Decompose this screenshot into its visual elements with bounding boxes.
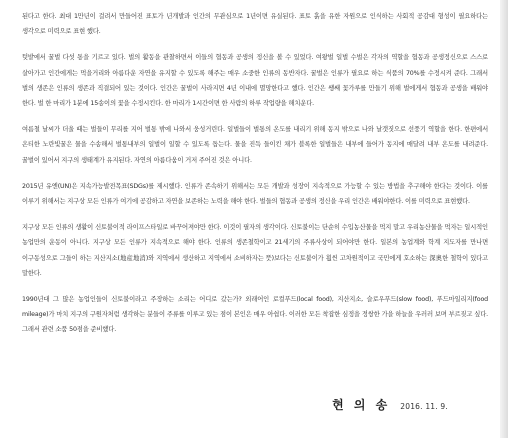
- paragraph: 1990년대 그 많은 농업인들이 신토불이라고 주장하는 소리는 어디로 갔는가? 외래어인 로컬푸드(local food), 지산지소, 슬로우푸드(slow food), 푸드마일리지(food mileage)가 마치 지구의 구원자처럼 생각하는 분들이 주류를 이루고 있는 점이 본인은 매우 아쉽다. 이러한 모든 착잡한 심정을 정쌍한 가을 하늘을 우러러 보며 부르짖고 싶다. 그래서 관련 소품 50점을 준비했다.: [22, 296, 488, 334]
- paragraph: 2015년 유엔(UN)은 지속가능발전목표(SDGs)를 제시했다. 인류가 존속하기 위해서는 모든 개발과 성장이 지속적으로 가능할 수 있는 방법을 추구해야 한다는 것이다. 이를 이루기 위해서는 지구상 모든 인류가 여기에 공감하고 자연을 보존하는 노력을 해야 한다. 벌들의 협동과 공생의 정신을 우리 인간은 배워야한다. 이를 미력으로 표현했다.: [22, 182, 488, 206]
- paragraph: 된다고 한다. 최대 1만년이 걸려서 만들어진 표토가 년개발과 인간의 무관심으로 1년이면 유실된다. 표토 흙을 유한 자원으로 인식하는 사회적 공감대 형성이 필요하다는 생각으로 미력으로 표현 했다.: [22, 13, 488, 36]
- paragraph: 여름철 날씨가 더울 때는 벌들이 무리를 지어 벌통 밖에 나와서 웅성거린다. 일벌들이 벌통의 온도를 내리기 위해 동지 밖으로 나와 날갯짓으로 선풍기 역할을 한다. 한편에서 온티한 노란빛꿀은 물을 수송해서 벌통내부의 일벌이 일할 수 있도록 돕는다. 물을 진득 들이킨 채가 블록한 일벌들은 내부에 들어가 동지에 매달려 내부 온도를 내려준다. 꿀벌이 있어서 지구의 생태계가 유지된다. 자연의 아름다움이 거저 주어진 것은 아니다.: [22, 126, 488, 164]
- page-edge-shadow: [500, 0, 508, 438]
- paragraph: 텃밭에서 꿀벌 다섯 통을 기르고 있다. 벌의 활동을 관찰하면서 이들의 협동과 공생의 정신을 볼 수 있었다. 여왕벌 일벌 수벌은 각자의 역할을 협동과 공생정신으로 스스로 살아가고 인간에게는 먹을거리와 아름다운 자연을 유지할 수 있도록 해주는 매우 소중한 인류의 동반자다. 꿀벌은 인류가 필요로 하는 식품의 70%를 수정시켜 준다. 그래서 벌의 생존은 인류의 생존과 직결되어 있는 것이다. 인간은 꿀벌이 사라지면 4년 이내에 멸망한다고 했다. 인간은 쌩쌔 꽃가루를 만들기 위해 벌에게서 협동과 공생을 배워야 한다. 벌 한 마리가 1분에 15송이의 꽃을 수정시킨다. 한 마리가 1시간이면 한 사람의 하루 작업량을 해치운다.: [22, 54, 488, 108]
- author-name: 현 의 송: [332, 398, 391, 412]
- body-text: [22, 9, 488, 338]
- signature-date: 2016. 11. 9.: [400, 402, 448, 411]
- signature: [332, 396, 448, 413]
- paragraph: 지구상 모든 인류의 생활이 신토불이적 라이프스타일로 바꾸어져야만 한다. 이것이 필자의 생각이다. 신토불이는 단순히 수입농산물을 먹지 말고 우리농산물을 먹자는 일시적인 농업만의 운동이 아니다. 지구상 모든 인류가 지속적으로 해야 한다. 인류의 생존철학이고 21세기의 주류사상이 되어야만 한다. 일본의 농업계와 학계 지도자를 만나면 이구동성으로 그들이 하는 지산지소(地産地消)와 지역에서 생산하고 지역에서 소비하자는 뜻)보다는 신토불이가 훨씬 고차원적이고 국민에게 호소하는 深奧한 철학이 있다고 말한다.: [22, 224, 488, 277]
